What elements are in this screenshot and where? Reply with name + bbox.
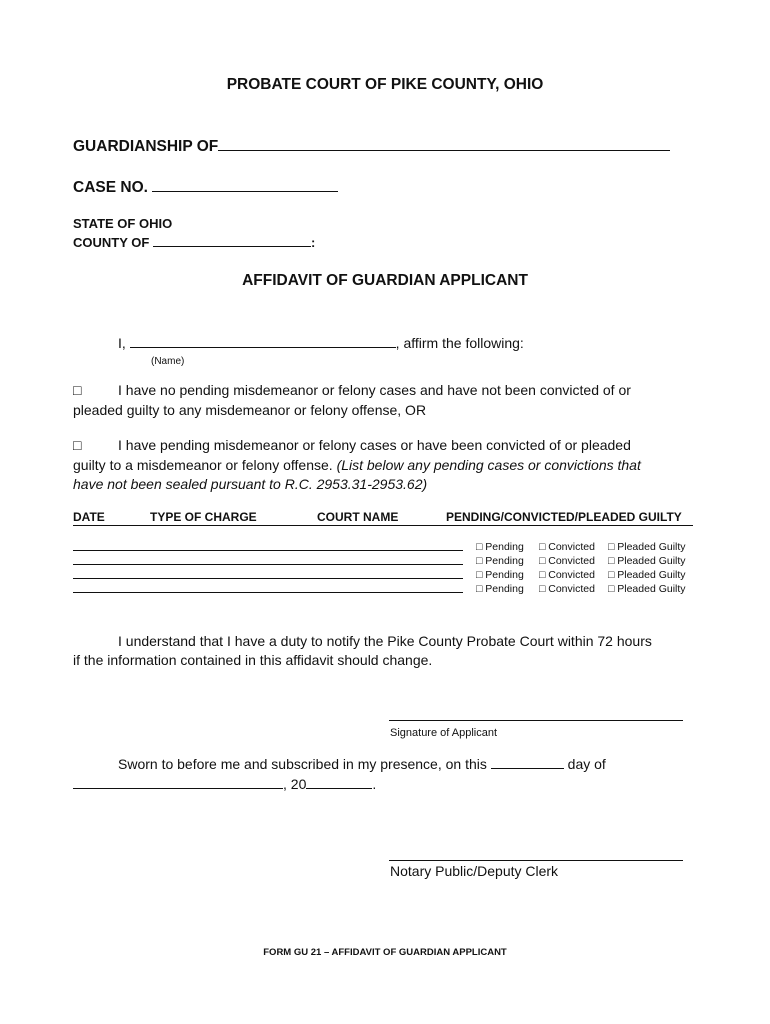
convicted-checkbox[interactable]: □ Convicted [539, 541, 595, 553]
header-court: COURT NAME [317, 510, 399, 524]
sworn-line2 [73, 774, 376, 794]
pleaded-guilty-checkbox[interactable]: □ Pleaded Guilty [608, 569, 686, 581]
sworn-prefix: Sworn to before me and subscribed in my presence, on this [118, 756, 487, 772]
county-field[interactable] [153, 234, 311, 247]
case-row [73, 177, 338, 197]
name-caption: (Name) [151, 356, 185, 367]
duty-line2: if the information contained in this affidavit should change. [73, 652, 433, 668]
signature-caption: Signature of Applicant [390, 727, 498, 739]
county-row [73, 234, 315, 250]
pending-checkbox[interactable]: □ Pending [476, 583, 524, 595]
form-heading: AFFIDAVIT OF GUARDIAN APPLICANT [242, 272, 528, 289]
notary-caption: Notary Public/Deputy Clerk [390, 863, 559, 879]
header-date: DATE [73, 510, 105, 524]
option1-checkbox[interactable]: □ [73, 382, 82, 398]
table-header [73, 509, 693, 526]
affirm-suffix: , affirm the following: [395, 335, 524, 351]
form-footer: FORM GU 21 – AFFIDAVIT OF GUARDIAN APPLICANT [263, 947, 507, 958]
signature-line[interactable] [389, 720, 683, 721]
sworn-day-field[interactable] [491, 754, 564, 769]
county-label: COUNTY OF [73, 235, 150, 250]
state-label: STATE OF OHIO [73, 216, 173, 231]
court-title: PROBATE COURT OF PIKE COUNTY, OHIO [226, 76, 544, 93]
pending-checkbox[interactable]: □ Pending [476, 541, 524, 553]
option2-checkbox[interactable]: □ [73, 437, 82, 453]
option2-line2 [73, 456, 641, 475]
convicted-checkbox[interactable]: □ Convicted [539, 569, 595, 581]
affirm-prefix: I, [118, 335, 126, 351]
affirm-row [118, 333, 524, 353]
case-number-field[interactable] [152, 177, 338, 192]
table-row-line[interactable] [73, 592, 463, 593]
header-status: PENDING/CONVICTED/PLEADED GUILTY [446, 510, 682, 524]
applicant-name-field[interactable] [130, 333, 396, 348]
sworn-year-field[interactable] [306, 774, 372, 789]
table-row [476, 579, 686, 597]
sworn-month-field[interactable] [73, 774, 283, 789]
pleaded-guilty-checkbox[interactable]: □ Pleaded Guilty [608, 555, 686, 567]
option1-line1: I have no pending misdemeanor or felony cases and have not been convicted of or [118, 382, 631, 398]
pending-checkbox[interactable]: □ Pending [476, 569, 524, 581]
sworn-day-of: day of [567, 756, 606, 772]
notary-signature-line[interactable] [389, 860, 683, 861]
option2-line1: I have pending misdemeanor or felony cases or have been convicted of or pleaded [118, 437, 631, 453]
option2-line2-italic: (List below any pending cases or convictions that [336, 457, 641, 473]
guardianship-row [73, 136, 670, 156]
guardianship-label: GUARDIANSHIP OF [73, 138, 219, 155]
table-row-line[interactable] [73, 550, 463, 551]
sworn-end: . [372, 776, 377, 792]
convicted-checkbox[interactable]: □ Convicted [539, 583, 595, 595]
duty-line1: I understand that I have a duty to notify the Pike County Probate Court within 72 hours [118, 633, 652, 649]
table-row-line[interactable] [73, 564, 463, 565]
pleaded-guilty-checkbox[interactable]: □ Pleaded Guilty [608, 583, 686, 595]
case-label: CASE NO. [73, 179, 148, 196]
option2-line2-plain: guilty to a misdemeanor or felony offense. [73, 457, 333, 473]
county-colon: : [310, 235, 316, 250]
header-type: TYPE OF CHARGE [150, 510, 257, 524]
option2-line3: have not been sealed pursuant to R.C. 2953.31-2953.62) [73, 476, 428, 492]
guardianship-name-field[interactable] [218, 136, 670, 151]
pending-checkbox[interactable]: □ Pending [476, 555, 524, 567]
pleaded-guilty-checkbox[interactable]: □ Pleaded Guilty [608, 541, 686, 553]
sworn-line1 [118, 754, 606, 774]
sworn-year-prefix: , 20 [283, 776, 307, 792]
convicted-checkbox[interactable]: □ Convicted [539, 555, 595, 567]
option1-line2: pleaded guilty to any misdemeanor or felony offense, OR [73, 402, 427, 418]
table-row-line[interactable] [73, 578, 463, 579]
